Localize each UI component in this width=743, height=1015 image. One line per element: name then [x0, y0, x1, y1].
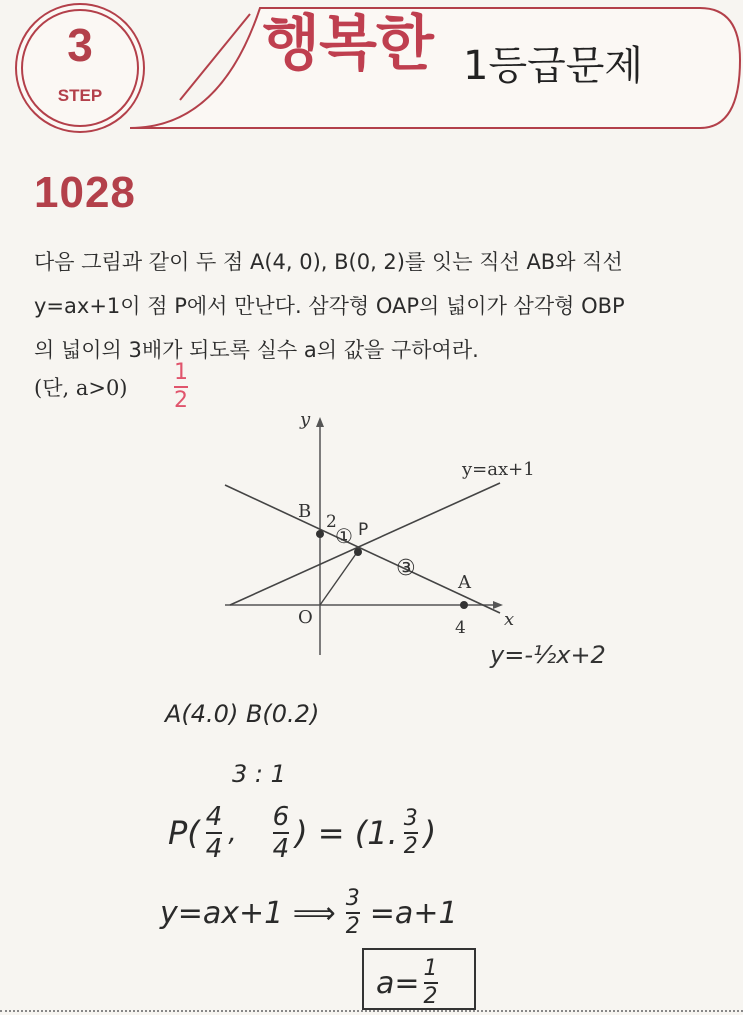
header-banner [0, 0, 743, 140]
tick-label-2: 2 [326, 512, 337, 532]
answer-mark-num: 1 [174, 360, 188, 385]
point-A-label: A [458, 572, 471, 593]
p-close: ) [423, 814, 437, 852]
problem-number: 1028 [34, 168, 136, 217]
final-answer-box [362, 948, 476, 1010]
problem-line-2: y=ax+1이 점 P에서 만난다. 삼각형 OAP의 넓이가 삼각형 OBP [34, 294, 625, 318]
eq-frac-num: 3 [345, 886, 360, 911]
final-prefix: a= [376, 965, 420, 1001]
problem-condition: (단, a>0) [34, 376, 128, 400]
final-answer [376, 958, 438, 1008]
step-label: STEP [57, 86, 103, 105]
tick-label-4: 4 [455, 618, 466, 638]
p-frac3-den: 2 [403, 834, 418, 859]
title-main: 행복한 [262, 9, 433, 79]
p-frac1-num: 4 [205, 802, 223, 832]
eq-frac-den: 2 [345, 914, 360, 939]
page-bottom-rule [0, 1010, 743, 1012]
x-axis-arrow [493, 601, 503, 609]
p-prefix: P( [168, 814, 200, 852]
y-axis-arrow [316, 417, 324, 427]
eq-left: y=ax+1 ⟹ [160, 895, 336, 931]
final-frac-num: 1 [423, 956, 438, 981]
problem-line-1: 다음 그림과 같이 두 점 A(4, 0), B(0, 2)를 잇는 직선 AB와 직선 [34, 250, 623, 274]
p-frac2-den: 4 [272, 834, 290, 864]
ratio-1-mark: ① [335, 524, 353, 548]
final-frac-den: 2 [423, 984, 438, 1009]
x-axis-label: x [504, 609, 515, 630]
p-frac3-num: 3 [403, 806, 418, 831]
problem-text [34, 240, 724, 372]
handwritten-line-eq: y=-½x+2 [490, 641, 606, 669]
p-frac1-den: 4 [205, 834, 223, 864]
point-P-dot [354, 548, 362, 556]
point-B-dot [316, 530, 324, 538]
p-eq: ) = (1. [295, 814, 398, 852]
point-B-label: B [298, 501, 312, 522]
solution-point-P: P( $\frac{4}{4}$ , $\frac{6}{4}$ ) = (1. $\frac{3}{2}$ ) [168, 802, 437, 864]
segment-OP [320, 551, 358, 605]
origin-label: O [298, 607, 313, 628]
line-AB [225, 485, 500, 613]
y-axis-label: y [300, 409, 311, 430]
handwritten-answer-mark [174, 362, 188, 412]
problem-line-3: 의 넓이의 3배가 되도록 실수 a의 값을 구하여라. [34, 338, 479, 362]
solution-ratio: 3 : 1 [232, 760, 286, 788]
line-equation-label: y=ax+1 [462, 459, 535, 480]
point-P-label: P [358, 520, 369, 540]
p-frac2-num: 6 [272, 802, 290, 832]
solution-line-1: A(4.0) B(0.2) [165, 700, 320, 728]
title-sub: 1등급문제 [463, 43, 644, 89]
coordinate-graph [200, 405, 620, 675]
solution-equation [160, 888, 458, 938]
point-A-dot [460, 601, 468, 609]
eq-right: =a+1 [369, 895, 458, 931]
ratio-3-mark: ③ [396, 556, 416, 581]
step-number: 3 [67, 19, 93, 71]
answer-mark-den: 2 [174, 388, 188, 413]
